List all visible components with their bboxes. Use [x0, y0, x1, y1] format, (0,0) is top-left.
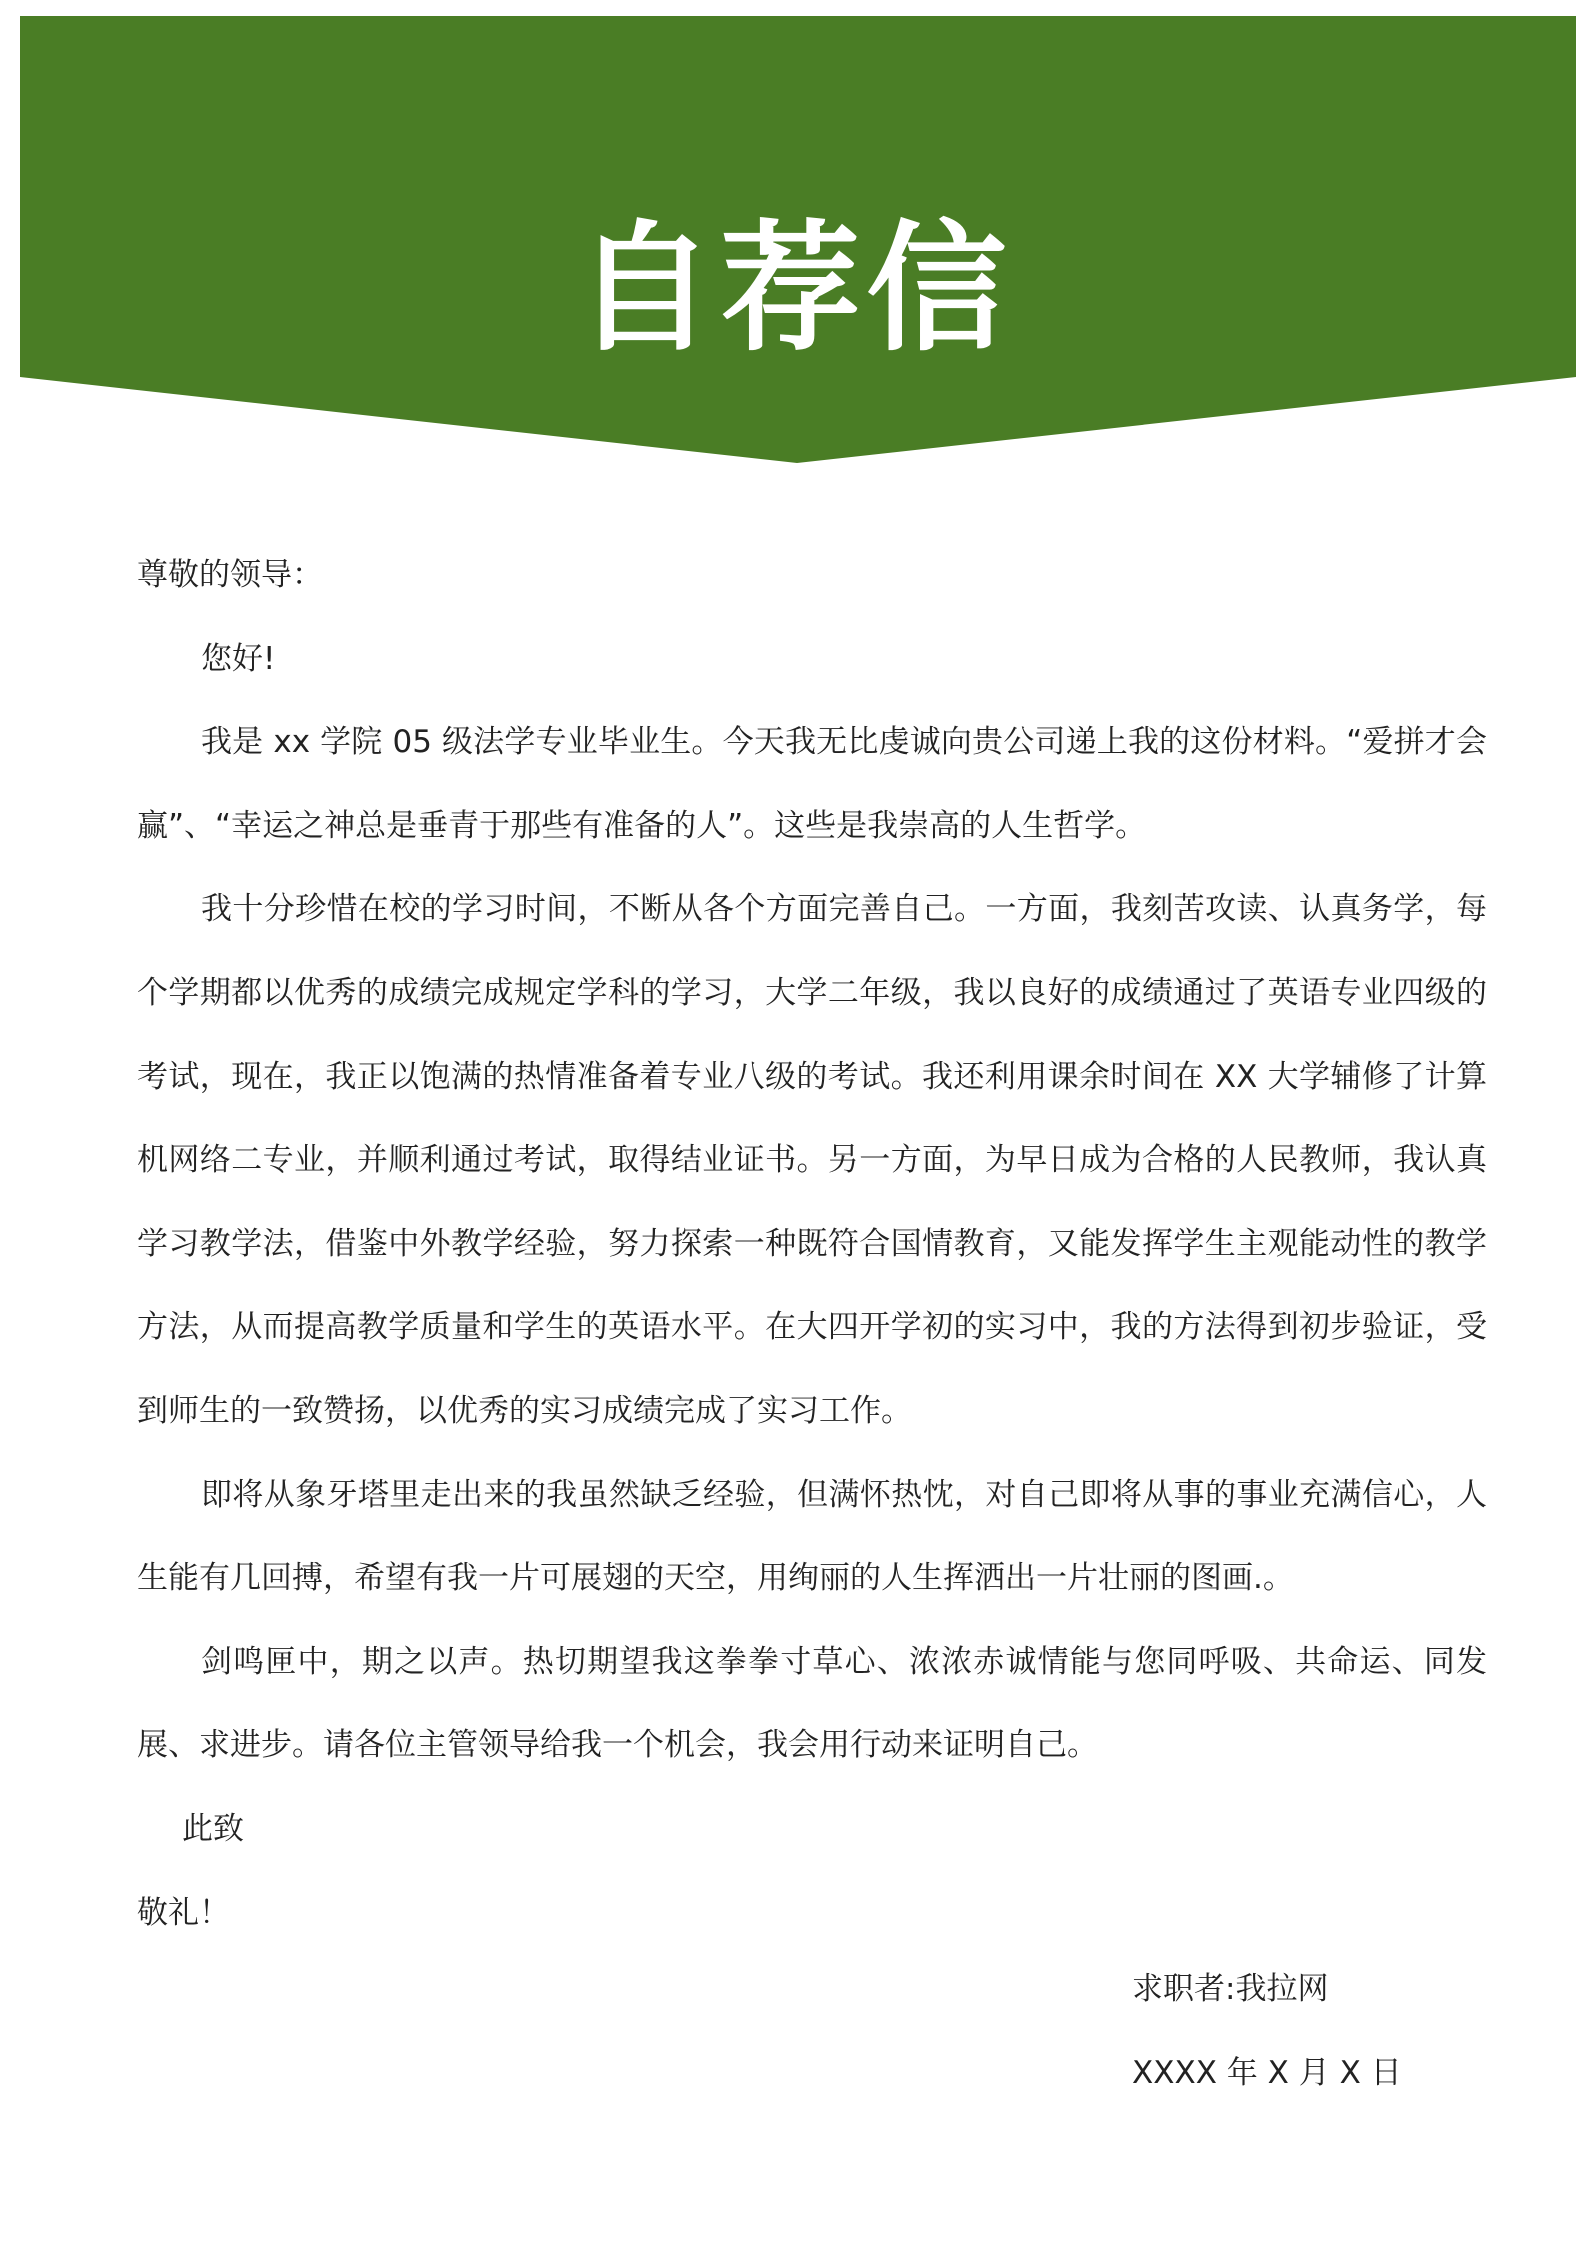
- page-title: 自荐信: [574, 208, 1013, 371]
- signature-block: [1132, 1948, 1532, 2115]
- closing-phrase: 此致: [182, 1810, 244, 1847]
- letter-body: [137, 534, 1487, 1955]
- body-paragraph-4: 剑鸣匣中，期之以声。热切期望我这拳拳寸草心、浓浓赤诚情能与您同呼吸、共命运、同发展、求进步。请各位主管领导给我一个机会，我会用行动来证明自己。: [137, 1643, 1487, 1764]
- salutation: 尊敬的领导：: [137, 557, 323, 593]
- body-paragraph-2: 我十分珍惜在校的学习时间，不断从各个方面完善自己。一方面，我刻苦攻读、认真务学，每个学期都以优秀的成绩完成规定学科的学习，大学二年级，我以良好的成绩通过了英语专业四级的考试，现在，我正以饱满的热情准备着专业八级的考试。我还利用课余时间在 XX 大学辅修了计算机网络二专业，并顺利通过考试，取得结业证书。另一方面，为早日成为合格的人民教师，我认真学习教学法，借鉴中外教学经验，努力探索一种既符合国情教育，又能发挥学生主观能动性的教学方法，从而提高教学质量和学生的英语水平。在大四开学初的实习中，我的方法得到初步验证，受到师生的一致赞扬，以优秀的实习成绩完成了实习工作。: [137, 891, 1487, 1429]
- greeting: 您好!: [201, 640, 276, 677]
- body-paragraph-3: 即将从象牙塔里走出来的我虽然缺乏经验，但满怀热忱，对自己即将从事的事业充满信心，人生能有几回搏，希望有我一片可展翅的天空，用绚丽的人生挥洒出一片壮丽的图画.。: [137, 1476, 1487, 1597]
- letter-date: XXXX 年 X 月 X 日: [1132, 2054, 1402, 2091]
- applicant-name: 求职者:我拉网: [1132, 1971, 1329, 2007]
- closing-salute: 敬礼！: [137, 1894, 230, 1931]
- body-paragraph-1: 我是 xx 学院 05 级法学专业毕业生。今天我无比虔诚向贵公司递上我的这份材料。“爱拼才会赢”、“幸运之神总是垂青于那些有准备的人”。这些是我崇高的人生哲学。: [137, 724, 1487, 844]
